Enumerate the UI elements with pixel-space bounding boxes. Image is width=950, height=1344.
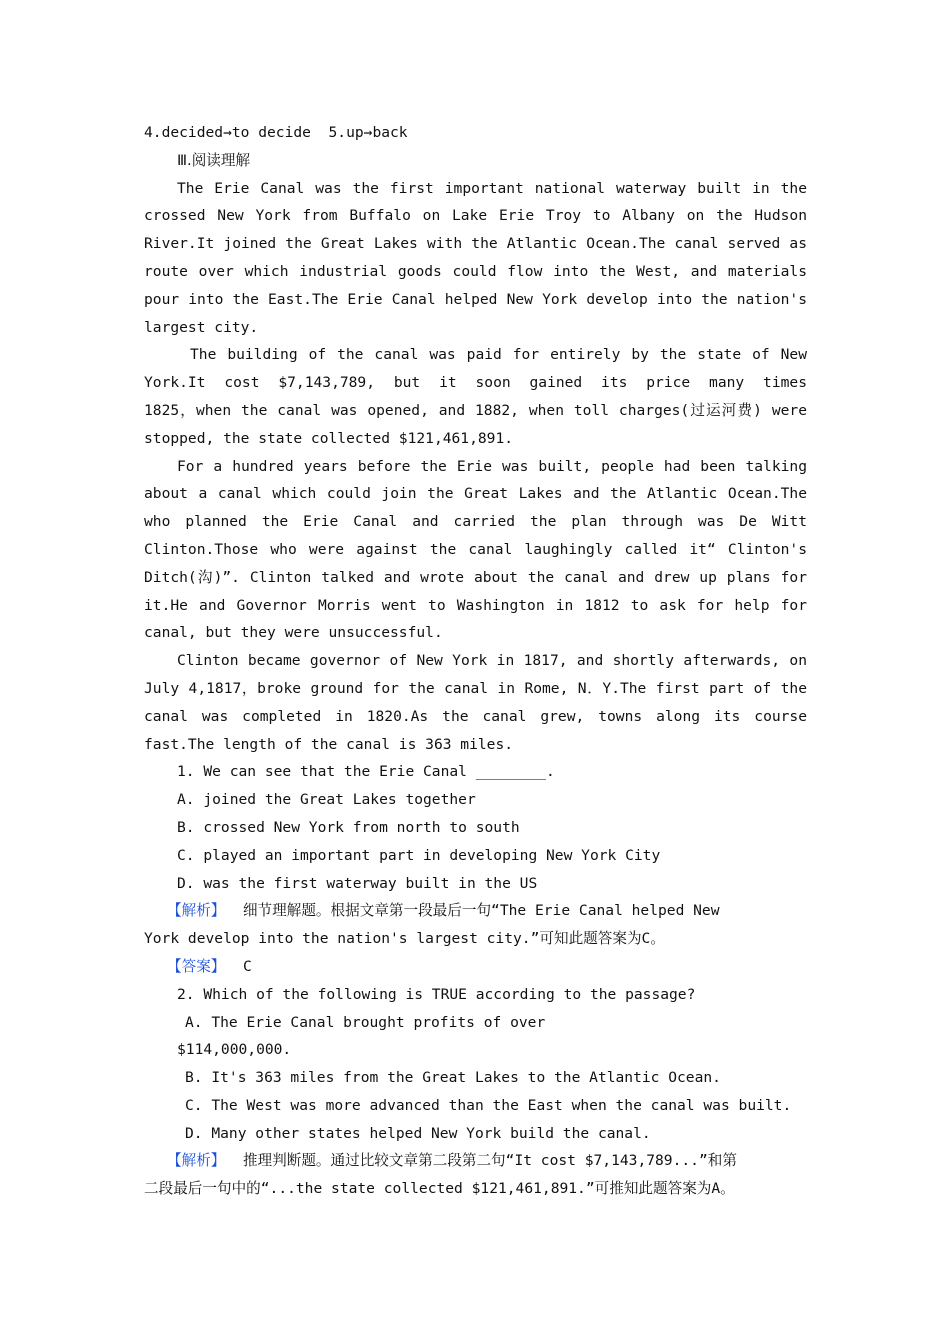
q1-analysis-line-2: York develop into the nation's largest city.”可知此题答案为C。 (144, 930, 665, 948)
passage-p1-line-2: crossed New York from Buffalo on Lake Erie Troy to Albany on the Hudson (144, 207, 807, 225)
passage-p3-line-3: who planned the Erie Canal and carried the plan through was De Witt (144, 513, 807, 531)
passage-p1-line-4: route over which industrial goods could flow into the West, and materials (144, 262, 807, 280)
corrections-line (144, 119, 807, 147)
q1-option-c: C. played an important part in developing New York City (177, 846, 661, 864)
passage-p3-line-7: canal, but they were unsuccessful. (144, 624, 443, 642)
passage-p4-line-3: canal was completed in 1820.As the canal grew, towns along its course (144, 707, 807, 725)
q2-option-d: D. Many other states helped New York build the canal. (185, 1124, 651, 1142)
q2-stem: 2. Which of the following is TRUE according to the passage? (177, 985, 696, 1003)
q2-option-b: B. It's 363 miles from the Great Lakes to the Atlantic Ocean. (185, 1069, 721, 1087)
q1-answer-value: C (225, 957, 252, 975)
q2-option-a-line-2: $114,000,000. (177, 1041, 292, 1059)
q1-analysis-tag: 【解析】 (167, 902, 226, 920)
correction-5: 5.up→back (328, 124, 408, 141)
q2-analysis-text-1: 推理判断题。通过比较文章第二段第二句“It cost $7,143,789...”和第 (225, 1152, 737, 1170)
passage-p3-line-2: about a canal which could join the Great Lakes and the Atlantic Ocean.The (144, 485, 807, 503)
passage-p2-line-1: The building of the canal was paid for entirely by the state of New (190, 346, 807, 364)
document-page (144, 119, 807, 1203)
passage-p3-line-4: Clinton.Those who were against the canal laughingly called it“ Clinton's (144, 540, 807, 558)
passage-p3-line-5: Ditch(沟)”. Clinton talked and wrote about the canal and drew up plans for (144, 568, 807, 586)
passage-p1-line-1: The Erie Canal was the first important national waterway built in the (177, 179, 807, 197)
passage-p1-line-6: largest city. (144, 318, 259, 336)
section-heading: Ⅲ.阅读理解 (177, 151, 251, 169)
passage-p4-line-2: July 4,1817，broke ground for the canal in Rome, N．Y.The first part of the (144, 679, 807, 697)
q1-answer-tag: 【答案】 (167, 957, 226, 975)
passage-p2-line-2: York.It cost $7,143,789, but it soon gained its price many times (144, 374, 807, 392)
q2-analysis-tag: 【解析】 (167, 1152, 226, 1170)
passage-p3-line-6: it.He and Governor Morris went to Washington in 1812 to ask for help for (144, 596, 807, 614)
passage-p4-line-1: Clinton became governor of New York in 1817, and shortly afterwards, on (177, 652, 807, 670)
q1-option-b: B. crossed New York from north to south (177, 818, 520, 836)
q1-analysis-text-1: 细节理解题。根据文章第一段最后一句“The Erie Canal helped New (225, 902, 720, 920)
q2-option-a-line-1: A. The Erie Canal brought profits of over (185, 1013, 546, 1031)
correction-4: 4.decided→to decide (144, 124, 311, 141)
passage-p1-line-5: pour into the East.The Erie Canal helped New York develop into the nation's (144, 290, 807, 308)
q1-answer-line (144, 953, 807, 981)
passage-p2-line-3: 1825，when the canal was opened, and 1882, when toll charges(过运河费) were (144, 401, 807, 419)
q2-option-c: C. The West was more advanced than the East when the canal was built. (185, 1096, 792, 1114)
q2-analysis-line-1 (144, 1147, 807, 1175)
q1-analysis-line-1 (144, 897, 807, 925)
passage-p2-line-4: stopped, the state collected $121,461,891. (144, 429, 514, 447)
q2-analysis-line-2: 二段最后一句中的“...the state collected $121,461,891.”可推知此题答案为A。 (144, 1180, 735, 1198)
passage-p3-line-1: For a hundred years before the Erie was built, people had been talking (177, 457, 807, 475)
passage-p1-line-3: River.It joined the Great Lakes with the Atlantic Ocean.The canal served as (144, 235, 807, 253)
q1-stem: 1. We can see that the Erie Canal ________. (177, 763, 555, 781)
q1-option-d: D. was the first waterway built in the US (177, 874, 538, 892)
q1-option-a: A. joined the Great Lakes together (177, 791, 476, 809)
passage-p4-line-4: fast.The length of the canal is 363 miles. (144, 735, 514, 753)
